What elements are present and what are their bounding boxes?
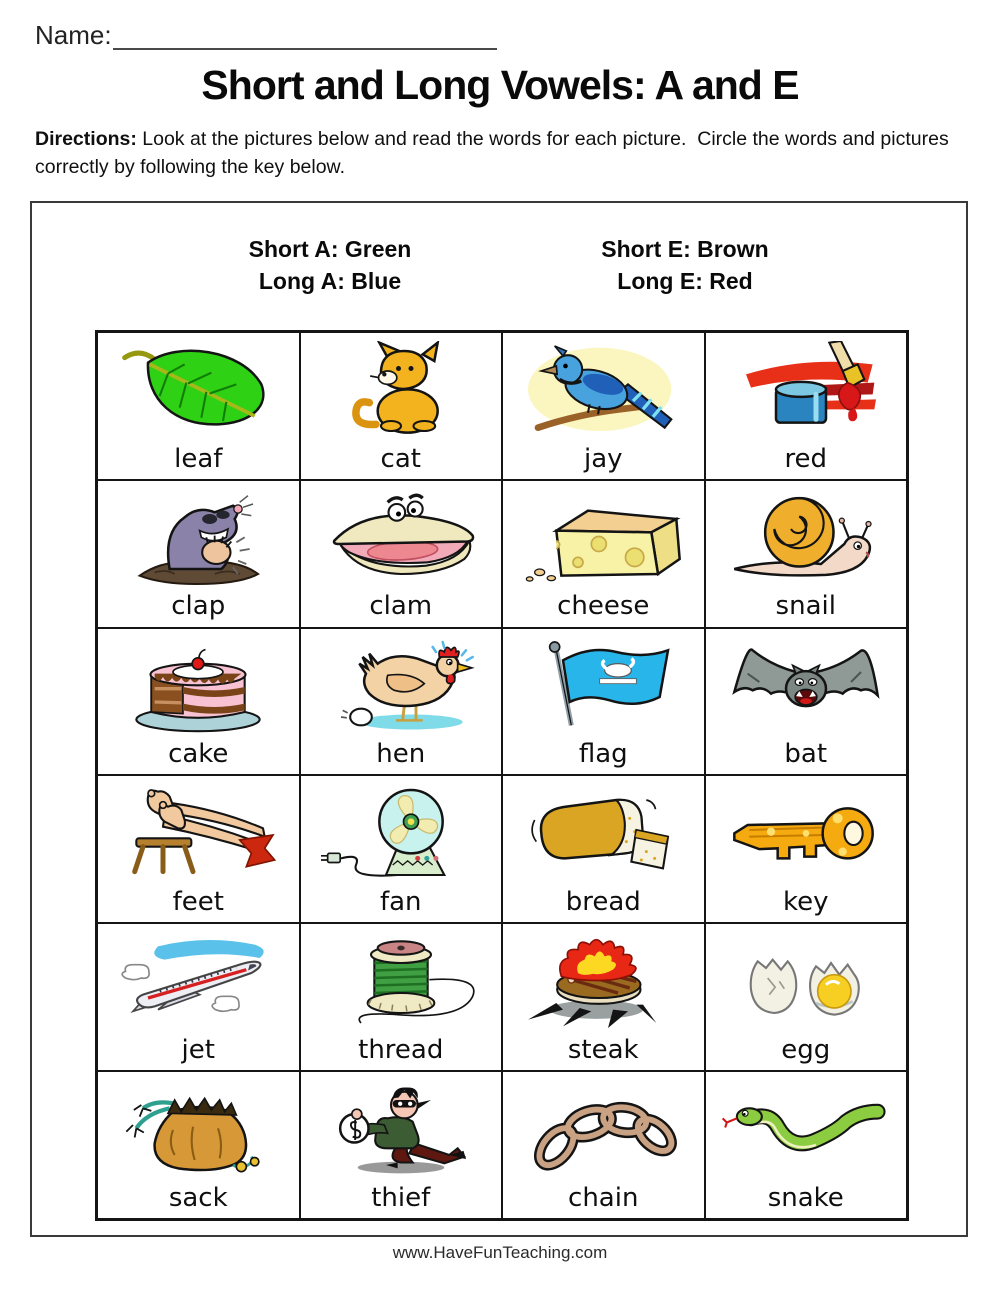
key-short-a: Short A: Green [248, 236, 412, 262]
grid-cell [502, 923, 705, 1071]
cell-word: leaf [174, 443, 223, 474]
grid-cell [502, 775, 705, 923]
word-grid [95, 330, 909, 1221]
cat-icon [305, 337, 498, 446]
jay-icon [507, 337, 700, 446]
directions-label: Directions: [35, 128, 137, 150]
cell-word: cat [380, 443, 421, 474]
bread-icon [507, 780, 700, 889]
key-icon [710, 780, 903, 889]
grid-cell [300, 332, 503, 480]
key-short-e: Short E: Brown [601, 236, 769, 262]
cell-word: feet [172, 887, 224, 918]
thief-icon [305, 1076, 498, 1185]
cell-word: jet [181, 1034, 215, 1065]
worksheet-box [30, 201, 968, 1237]
jet-icon [102, 928, 295, 1037]
grid-cell [300, 1071, 503, 1219]
grid-cell [502, 480, 705, 628]
grid-cell [502, 332, 705, 480]
cell-word: sack [168, 1182, 228, 1213]
grid-cell [300, 775, 503, 923]
clap-mole-icon [102, 485, 295, 594]
key-column-a [125, 233, 535, 297]
cell-word: key [782, 887, 829, 918]
grid-cell [705, 923, 908, 1071]
cell-word: flag [578, 739, 628, 770]
grid-cell [97, 923, 300, 1071]
thread-icon [305, 928, 498, 1037]
cell-word: hen [376, 739, 426, 770]
cell-word: snake [767, 1182, 844, 1213]
grid-cell [97, 480, 300, 628]
grid-cell [97, 332, 300, 480]
page-title: Short and Long Vowels: A and E [201, 62, 799, 108]
grid-cell [97, 628, 300, 776]
cell-word: thread [358, 1034, 444, 1065]
cheese-icon [507, 485, 700, 594]
leaf-icon [102, 337, 295, 446]
cell-word: chain [568, 1182, 639, 1213]
key-long-e: Long E: Red [617, 268, 753, 294]
cell-word: red [784, 443, 828, 474]
key-column-e [480, 233, 890, 297]
cell-word: clap [171, 591, 226, 622]
cell-word: cheese [557, 591, 650, 622]
grid-cell [705, 480, 908, 628]
cell-word: egg [781, 1034, 831, 1065]
sack-icon [102, 1076, 295, 1185]
grid-cell [300, 480, 503, 628]
grid-cell [97, 775, 300, 923]
cell-word: jay [583, 443, 623, 474]
cell-word: cake [168, 739, 229, 770]
snail-icon [710, 485, 903, 594]
egg-icon [710, 928, 903, 1037]
fan-icon [305, 780, 498, 889]
cake-icon [102, 633, 295, 742]
snake-icon [710, 1076, 903, 1185]
footer-url: www.HaveFunTeaching.com [392, 1243, 608, 1262]
cell-word: snail [775, 591, 836, 622]
flag-icon [507, 633, 700, 742]
grid-cell [502, 1071, 705, 1219]
directions-text: Look at the pictures below and read the words for each picture. Circle the words and pictures correctly by following the key below. [35, 128, 955, 178]
directions [35, 126, 970, 181]
grid-cell [705, 775, 908, 923]
cell-word: bat [784, 739, 828, 770]
cell-word: bread [565, 887, 641, 918]
grid-cell [97, 1071, 300, 1219]
grid-cell [300, 628, 503, 776]
grid-cell [502, 628, 705, 776]
cell-word: clam [369, 591, 433, 622]
steak-icon [507, 928, 700, 1037]
feet-icon [102, 780, 295, 889]
clam-icon [305, 485, 498, 594]
grid-cell [705, 628, 908, 776]
grid-cell [300, 923, 503, 1071]
key-long-a: Long A: Blue [258, 268, 402, 294]
cell-word: thief [371, 1182, 431, 1213]
bat-icon [710, 633, 903, 742]
name-label: Name: [35, 20, 112, 50]
grid-cell [705, 332, 908, 480]
cell-word: fan [379, 887, 422, 918]
chain-icon [507, 1076, 700, 1185]
name-fill-in-line [113, 16, 497, 50]
hen-icon [305, 633, 498, 742]
grid-cell [705, 1071, 908, 1219]
red-paint-icon [710, 337, 903, 446]
cell-word: steak [567, 1034, 639, 1065]
